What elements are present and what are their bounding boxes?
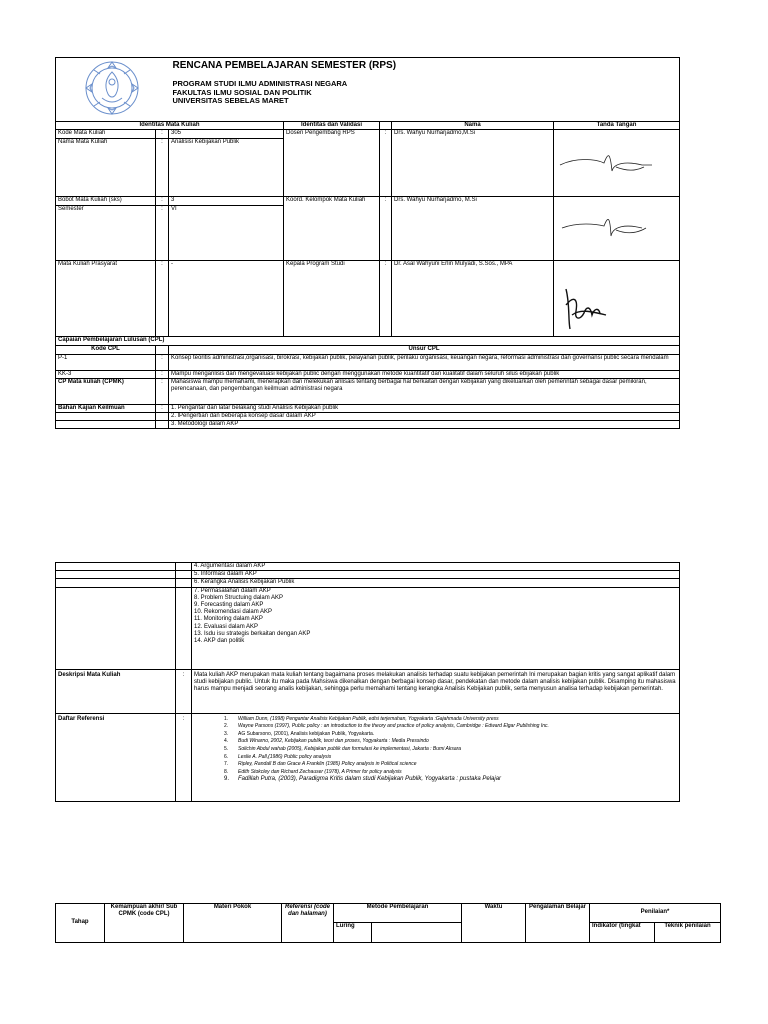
logo-cell (56, 58, 169, 122)
referensi-items (194, 716, 677, 784)
referensi-number: 1. (224, 715, 229, 722)
bahan-item: 4. Argumentasi dalam AKP (192, 563, 680, 571)
col-metode: Metode Pembelajaran (334, 904, 462, 923)
bahan-kajian-label: Bahan Kajian Keilmuan (56, 404, 156, 412)
referensi-item (224, 761, 677, 769)
nama-mk-value: Analisisi Kebijakan Publik (169, 139, 284, 197)
referensi-number: 6. (224, 753, 229, 760)
referensi-list (192, 713, 680, 801)
referensi-number: 5. (224, 745, 229, 752)
bobot-value: 3 (169, 197, 284, 206)
col-materi: Materi Pokok (184, 904, 282, 943)
university-name: UNIVERSITAS SEBELAS MARET (172, 96, 289, 105)
bahan-item: 2. lPengertian dan beberapa konsep dasar dalam AKP (169, 413, 680, 421)
rps-title-block (169, 58, 680, 122)
bahan-item: 7. Permasalahan dalam AKP (194, 587, 271, 594)
signature-2-image (556, 212, 656, 242)
bahan-item: 1. Pengantar dan latar belakang studi Analisis Kebijakan publik (169, 404, 680, 412)
col-indikator: Indikator (tingkat (590, 923, 655, 943)
referensi-label: Daftar Referensi (56, 713, 176, 801)
referensi-text: Fadillah Putra, (2003), Paradigma Kritis dalam studi Kebijakan Publik, Yogyakarta : pustaka Pelajar (238, 776, 502, 783)
cpl-p1-text: Konsep teoritis administrasi,organisasi, birokrasi, kebijakan publik, pelayanan publik, perilaku organisasi, keuangan negara, reformasi administrasi dan governansi public secara mendalam (169, 354, 680, 370)
signature-3-image (556, 275, 616, 333)
referensi-number: 2. (224, 723, 229, 730)
cpl-p1-code: P-1 (56, 354, 156, 370)
bahan-item: 3. Metodologi dalam AKP (169, 421, 680, 429)
referensi-number: 7. (224, 761, 229, 768)
referensi-text: AG Subarsono, (2001), Analisis kebijakan Publik, Yogyakarta. (238, 730, 375, 737)
col-referensi: Referensi (code dan halaman) (282, 904, 334, 943)
role-koordinator: Koord. Kelompok Mata Kuliah (284, 197, 380, 261)
col-luring: Luring (334, 923, 372, 943)
referensi-number: 3. (224, 730, 229, 737)
col-pengalaman: Pengalaman Belajar (526, 904, 590, 943)
referensi-text: Edith Stokcley dan Richard Zechauser (1978), A Primer for policy analysis (238, 768, 402, 775)
bahan-item: 8. Problem Structuing dalam AKP (194, 594, 284, 601)
referensi-text: Solichin Abdul wahab (2005), Kebijakan publik dan formulasi ke implementasi, Jakarta : Bumi Aksara (238, 745, 462, 752)
bahan-item: 12. Evaluasi dalam AKP (194, 623, 259, 630)
bahan-item: 9. Forecasting dalam AKP (194, 602, 264, 609)
deskripsi-text: Mata kuliah AKP merupakan mata kuliah tentang bagaimana proses melakukan analisis terhadap suatu kebijakan pemerintah Ini merupakan bagian kritis yang sangat aplikatif dalam studi kebijakan public. Untuk itu maka pada Mahsiswa dikenalkan dengan berbagai konsep dasar, pendekatan dan metode dalam analisis kebijakan publik. Disamping itu mahasiswa harus mampu menjadi seorang analis kebijakan, sehingga perlu memahami tentang kerangka Analisis Kebijakan publik, serta menyusun analisa terhadap kebijakan pemerintah. (192, 669, 680, 713)
document-title: RENCANA PEMBELAJARAN SEMESTER (RPS) (172, 60, 397, 71)
referensi-item (224, 723, 677, 731)
referensi-number: 4. (224, 738, 229, 745)
referensi-text: Budi Winarno, 2002, Kebijakan publik, teori dan proses, Yogyakarta : Media Pressindo (238, 738, 429, 745)
prasyarat-value: - (169, 261, 284, 337)
referensi-item (224, 738, 677, 746)
col-kemampuan: Kemampuan akhir/ Sub CPMK (code CPL) (105, 904, 184, 943)
university-logo (80, 58, 144, 118)
cpmk-text: Mahasiswa mampu memahami, menerapkan dan melekukan anlisais tentang berbagai hal berkaitan dengan kebijakan yang dikeluarkan oleh pemerintah sebagai dasar pemikiran, perencanaan, dan pengembangan keilmuan administrasi negara (169, 378, 680, 404)
name-kaprodi: Dr. Asal Wahyuni Erlin Mulyadi, S.Sos., MPA (392, 261, 554, 337)
signature-1-image (556, 147, 656, 177)
name-koordinator: Drs. Wahyu Nurharjadmo, M.Si (392, 197, 554, 261)
referensi-text: Leslie A. Pall,(1986) Public policy analysis (238, 753, 332, 760)
referensi-number: 8. (224, 768, 229, 775)
faculty-name: FAKULTAS ILMU SOSIAL DAN POLITIK (172, 87, 312, 97)
referensi-item (224, 769, 677, 777)
cpmk-label: CP Mata kuliah (CPMK) (56, 378, 156, 404)
cpl-kk3-code: KK-3 (56, 370, 156, 378)
rps-content-table: 4. Argumentasi dalam AKP 5. Informasi dalam AKP 6. Kerangka Analisis Kebijakan Publik 7. Permasalahan dalam AKP 8. Problem Structuing dalam AKP 9. Forecasting dalam AKP 10. Rekomendasi dalam AKP 11. Monitoring dalam AKP 12. Evaluasi dalam AKP 13. Isdu isu strategis berkaitan dengan AKP 14. AKP dan politik Deskripsi Mata Kuliah : Mata kuliah AKP merupakan mata kuliah tentang bagaimana proses melakukan analisis terhadap suatu kebijakan pemerintah Ini merupakan bagian kritis yang sangat aplikatif dalam studi kebijakan public. Untuk itu maka pada Mahsiswa dikenalkan dengan berbagai konsep dasar, pendekatan dan metode dalam analisis kebijakan publik. Disamping itu mahasiswa harus mampu menjadi seorang analis kebijakan, sehingga perlu memahami tentang kerangka Analisis Kebijakan publik, serta menyusun analisa terhadap kebijakan pemerintah. Daftar Referensi : 1. William Dunn, (1998) Pengantar Analisis Kebijakan Publik, edisi terjemahan, Yogyakarta :Gajahmada University press 2. Wayne Parsons (1997), Public policy : an introduction to the theory and practice of policy analysis, Cambridge : Edward Elgar Publishing Inc. 3. AG Subarsono, (2001), Analisis kebijakan Publik, Yogyakarta. 4. Budi Winarno, 2002, Kebijakan publik, teori dan proses, Yogyakarta : Media Pressindo 5. Solichin Abdul wahab (2005), Kebijakan publik dan formulasi ke implementasi, Jakarta : Bumi Aksara 6. Leslie A. Pall,(1986) Public policy analysis 7. Ripley, Randall B dan Grace A Franklin (1985) Policy analysis in Political science 8. Edith Stokcley dan Richard Zechauser (1978), A Primer for policy analysis 9. Fadillah Putra, (2003), Paradigma Kritis dalam studi Kebijakan Publik, Yogyakarta : pustaka Pelajar (55, 562, 680, 802)
col-waktu: Waktu (462, 904, 526, 943)
semester-value: VI (169, 206, 284, 261)
referensi-text: Wayne Parsons (1997), Public policy : an introduction to the theory and practice of policy analysis, Cambridge : Edward Elgar Publishing Inc. (238, 723, 549, 730)
bahan-item: 13. Isdu isu strategis berkaitan dengan AKP (194, 630, 311, 637)
col-tahap: Tahap (56, 904, 105, 943)
unsur-cpl-header: Unsur CPL (169, 346, 680, 354)
col-teknik: Teknik penilaian (655, 923, 721, 943)
nama-header: Nama (392, 122, 554, 130)
signature-1 (554, 130, 680, 197)
kode-mk-value: 305 (169, 130, 284, 139)
signature-2 (554, 197, 680, 261)
semester-label: Semester (56, 206, 156, 261)
name-dosen-pengembang: Drs. Wahyu Nurharjadmo,M.Si (392, 130, 554, 197)
referensi-number: 9. (224, 776, 230, 783)
bobot-label: Bobot Mata Kuliah (sks) (56, 197, 156, 206)
cpl-kk3-text: Mampu menganlisis dan mengevaluasi kebijakan public dengan menggunakan metode kuantitatif dan kualitatif dalam seluruh silus ebijakan publik (169, 370, 680, 378)
tanda-tangan-header: Tanda Tangan (554, 122, 680, 130)
bahan-item: 14. AKP dan politik (194, 638, 245, 645)
nama-mk-label: Nama Mata Kuliah (56, 139, 156, 197)
bahan-list-continued (192, 587, 680, 669)
bahan-item: 10. Rekomendasi dalam AKP (194, 609, 273, 616)
referensi-item (224, 754, 677, 762)
referensi-item (224, 716, 677, 724)
bahan-item: 5. Informasi dalam AKP (192, 571, 680, 579)
deskripsi-label: Deskripsi Mata Kuliah (56, 669, 176, 713)
kode-mk-label: Kode Mata Kuliah (56, 130, 156, 139)
referensi-text: Ripley, Randall B dan Grace A Franklin (1985) Policy analysis in Political science (238, 761, 417, 768)
identitas-validasi-header: Identitas dan Validasi (284, 122, 380, 130)
rps-identity-table: RENCANA PEMBELAJARAN SEMESTER (RPS) PROGRAM STUDI ILMU ADMINISTRASI NEGARA FAKULTAS ILMU SOSIAL DAN POLITIK UNIVERSITAS SEBELAS MARET Identitas Mata Kuliah Identitas dan Validasi Nama Tanda Tangan Kode Mata Kuliah : 305 Dosen Pengembang RPS : Drs. Wahyu Nurharjadmo,M.Si Nama Mata Kuliah : Analisisi Kebijakan Publik Bobot Mata Kuliah (sks) : 3 Koord. Kelompok Mata Kuliah : Drs. Wahyu Nurharjadmo, M.Si Semester : VI Mata Kuliah Prasyarat : - Kepala Program Studi : Dr. Asal Wahyuni Erlin Mulyadi, S.Sos., MPA Capaian Pembelajaran Lulusan (CPL) Kode CPL Unsur CPL P-1 : Konsep teoritis administrasi,organisasi, birokrasi, kebijakan publik, pelayanan publik, perilaku organisasi, keuangan negara, reformasi administrasi dan governansi public secara mendalam KK-3 : Mampu menganlisis dan mengevaluasi kebijakan public dengan menggunakan metode kuantitatif dan kualitatif dalam seluruh silus ebijakan publik CP Mata kuliah (CPMK) : Mahasiswa mampu memahami, menerapkan dan melekukan anlisais tentang berbagai hal berkaitan dengan kebijakan yang dikeluarkan oleh pemerintah sebagai dasar pemikiran, perencanaan, dan pengembangan keilmuan administrasi negara Bahan Kajian Keilmuan : 1. Pengantar dan latar belakang studi Analisis Kebijakan publik 2. lPengertian dan beberapa konsep dasar dalam AKP 3. Metodologi dalam AKP (55, 57, 680, 429)
signature-3 (554, 261, 680, 337)
referensi-item (224, 731, 677, 739)
prasyarat-label: Mata Kuliah Prasyarat (56, 261, 156, 337)
bahan-item: 11. Monitoring dalam AKP (194, 616, 263, 623)
role-dosen-pengembang: Dosen Pengembang RPS (284, 130, 380, 197)
role-kaprodi: Kepala Program Studi (284, 261, 380, 337)
col-penilaian: Penilaian* (590, 904, 721, 923)
referensi-item (224, 746, 677, 754)
schedule-header-table (55, 903, 721, 943)
referensi-text: William Dunn, (1998) Pengantar Analisis Kebijakan Publik, edisi terjemahan, Yogyakarta :Gajahmada University press (238, 715, 499, 722)
program-name: PROGRAM STUDI ILMU ADMINISTRASI NEGARA (172, 79, 348, 88)
referensi-item (224, 776, 677, 784)
identitas-mk-header: Identitas Mata Kuliah (56, 122, 284, 130)
bahan-item: 6. Kerangka Analisis Kebijakan Publik (192, 579, 680, 587)
kode-cpl-header: Kode CPL (56, 346, 156, 354)
cpl-section-title: Capaian Pembelajaran Lulusan (CPL) (56, 337, 680, 346)
